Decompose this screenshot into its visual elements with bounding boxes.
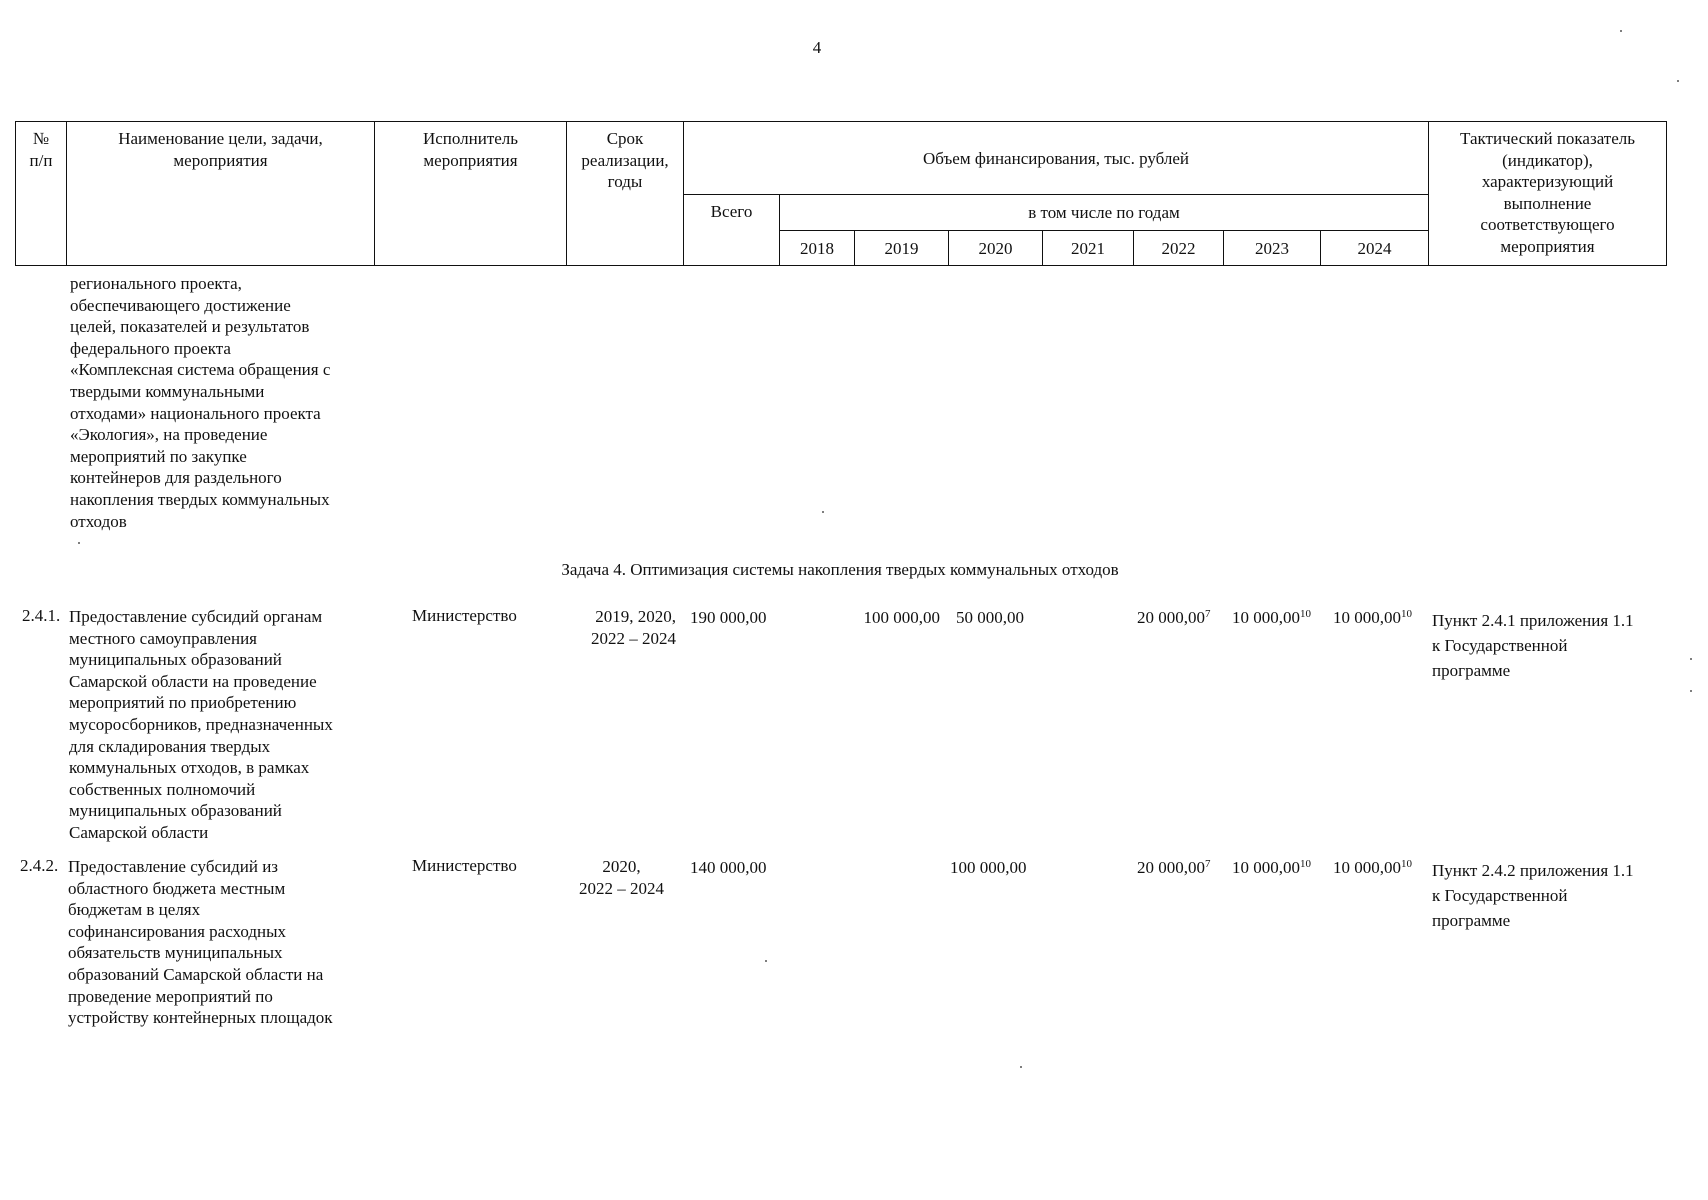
row-name: Предоставление субсидий из областного бюджета местным бюджетам в целях софинансирования расходных обязательств муниципальных образований Самарской области на проведение мероприятий по устройству контейнерных площадок (68, 857, 333, 1028)
row-total: 140 000,00 (690, 858, 767, 877)
table-header (15, 121, 1667, 266)
row-term: 2020, 2022 – 2024 (579, 857, 664, 898)
header-name: Наименование цели, задачи, мероприятия (67, 122, 375, 266)
row-2020: 50 000,00 (956, 608, 1024, 627)
header-year-2022: 2022 (1134, 231, 1224, 266)
page-number: 4 (812, 38, 822, 57)
header-total: Всего (684, 195, 780, 266)
header-year-2023: 2023 (1224, 231, 1321, 266)
continuation-text: регионального проекта, обеспечивающего достижение целей, показателей и результатов федерального проекта «Комплексная система обращения с твердыми коммунальными отходами» национального проекта «Экология», на проведение мероприятий по закупке контейнеров для раздельного накопления твердых коммунальных отходов (70, 274, 331, 531)
row-2024: 10 000,00$^{10}$ (1333, 858, 1412, 877)
header-year-2019: 2019 (855, 231, 949, 266)
header-year-2024: 2024 (1321, 231, 1429, 266)
task-title: Задача 4. Оптимизация системы накопления твердых коммунальных отходов (561, 560, 1119, 579)
row-number: 2.4.2. (20, 856, 59, 875)
row-name: Предоставление субсидий органам местного самоуправления муниципальных образований Самарской области на проведение мероприятий по приобретению мусоросборников, предназначенных для складирования твердых коммунальных отходов, в рамках собственных полномочий муниципальных образований Самарской области (69, 607, 333, 842)
row-2022: 20 000,00$^7$ (1137, 858, 1211, 877)
row-executor: Министерство (412, 856, 517, 875)
scan-speck (1020, 1066, 1022, 1068)
header-funding: Объем финансирования, тыс. рублей (684, 122, 1429, 195)
header-year-2018: 2018 (780, 231, 855, 266)
row-2023: 10 000,00$^{10}$ (1232, 608, 1311, 627)
scan-speck (1677, 80, 1679, 82)
scan-speck (78, 542, 80, 544)
header-year-2021: 2021 (1043, 231, 1134, 266)
row-2024: 10 000,00$^{10}$ (1333, 608, 1412, 627)
header-no: № п/п (16, 122, 67, 266)
scan-speck (822, 511, 824, 513)
header-executor: Исполнитель мероприятия (375, 122, 567, 266)
row-indicator: Пункт 2.4.1 приложения 1.1 к Государственной программе (1432, 611, 1634, 680)
row-number: 2.4.1. (22, 606, 61, 625)
row-term: 2019, 2020, 2022 – 2024 (591, 607, 676, 648)
scan-speck (765, 960, 767, 962)
scan-speck (1690, 658, 1692, 660)
row-2023: 10 000,00$^{10}$ (1232, 858, 1311, 877)
row-2020: 100 000,00 (950, 858, 1027, 877)
header-indicator: Тактический показатель (индикатор), характеризующий выполнение соответствующего мероприятия (1429, 122, 1667, 266)
scan-speck (1690, 690, 1692, 692)
scan-speck (1620, 30, 1622, 32)
row-indicator: Пункт 2.4.2 приложения 1.1 к Государственной программе (1432, 861, 1634, 930)
row-total: 190 000,00 (690, 608, 767, 627)
header-term: Срок реализации, годы (567, 122, 684, 266)
header-year-2020: 2020 (949, 231, 1043, 266)
row-2019: 100 000,00 (863, 608, 940, 627)
row-2022: 20 000,00$^7$ (1137, 608, 1211, 627)
header-by-years: в том числе по годам (780, 195, 1429, 231)
row-executor: Министерство (412, 606, 517, 625)
